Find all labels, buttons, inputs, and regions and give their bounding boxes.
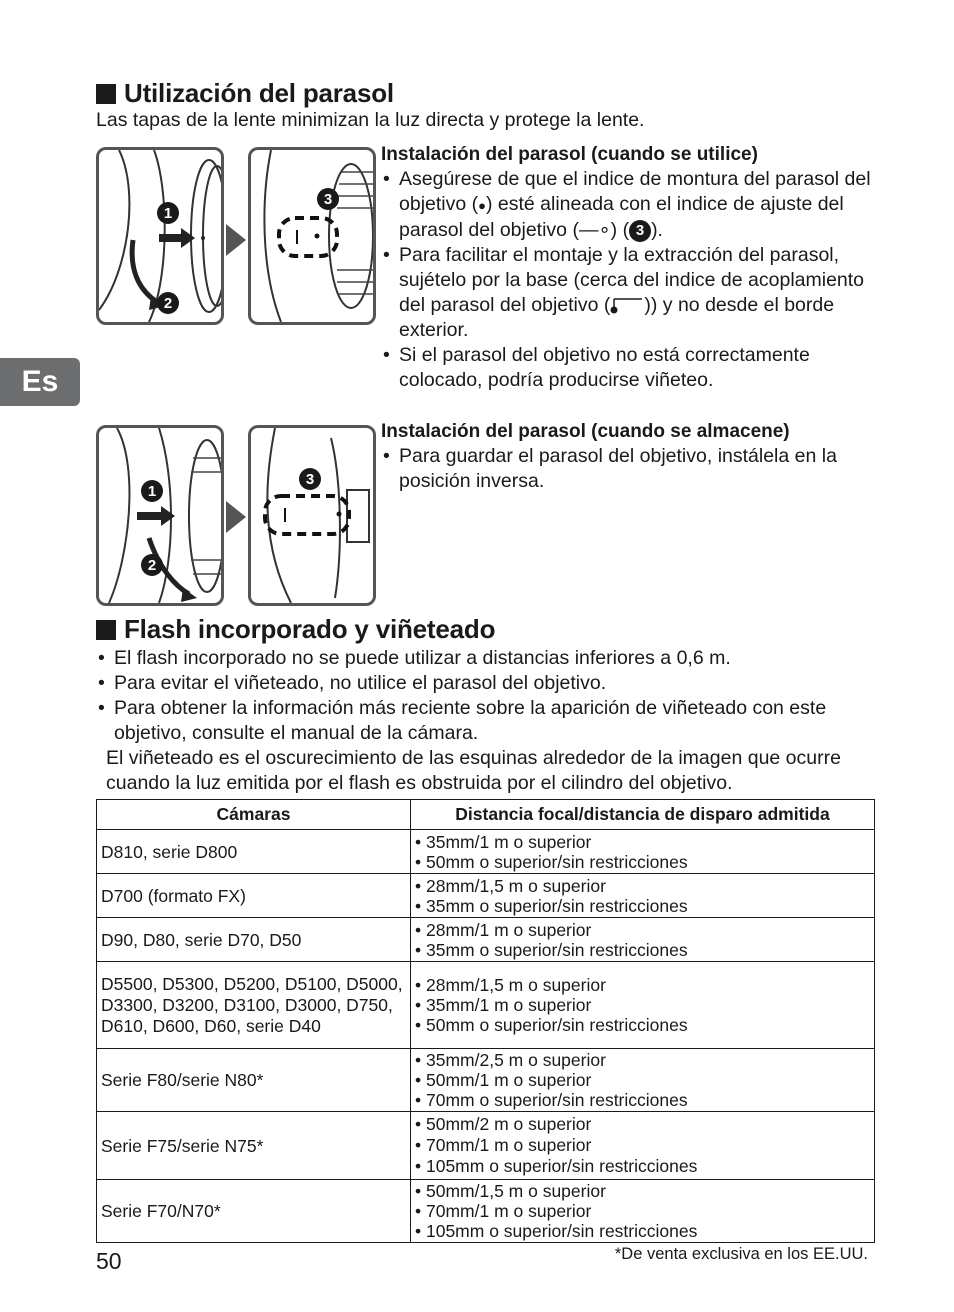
header-distance: Distancia focal/distancia de disparo admitida	[411, 800, 875, 830]
flash-bullet-3: • Para obtener la información más reciente sobre la aparición de viñeteado con este objetivo, consulte el manual de la cámara.	[96, 696, 856, 746]
section-square-icon	[96, 84, 116, 104]
hood-coupling-index-icon	[610, 296, 644, 314]
page-number: 50	[96, 1248, 122, 1274]
lens-hood-aligned-illustration	[251, 150, 373, 322]
camera-cell: D5500, D5300, D5200, D5100, D5000, D3300, D3200, D3100, D3000, D750, D610, D600, D60, serie D40	[97, 962, 411, 1049]
table-row	[97, 1180, 875, 1243]
use-bullet-2: • Para facilitar el montaje y la extracción del parasol, sujételo por la base (cerca del indice de acoplamiento del parasol del objetivo ( )) y no desde el borde exterior.	[381, 243, 871, 343]
table-header-row	[97, 800, 875, 830]
camera-cell: Serie F75/serie N75*	[97, 1112, 411, 1180]
section-intro: Las tapas de la lente minimizan la luz directa y protege la lente.	[96, 109, 645, 131]
reversed-hood-aligned-illustration	[251, 428, 373, 603]
section-title-lens-hood	[96, 78, 394, 109]
figure-hood-mount-step3	[248, 147, 376, 325]
step-badge-2-store: 2	[141, 554, 163, 576]
table-row	[97, 874, 875, 918]
footnote: *De venta exclusiva en los EE.UU.	[614, 1245, 868, 1263]
flash-bullet-2: • Para evitar el viñeteado, no utilice el parasol del objetivo.	[96, 671, 856, 696]
figure-hood-mount-step12	[96, 147, 224, 325]
section-title-text: Utilización del parasol	[124, 78, 394, 108]
camera-cell: D700 (formato FX)	[97, 874, 411, 918]
next-step-arrow-icon-store	[226, 501, 246, 533]
step-badge-1-store: 1	[141, 480, 163, 502]
lens-cell: • 50mm/1,5 m o superior • 70mm/1 m o superior • 105mm o superior/sin restricciones	[411, 1180, 875, 1243]
lens-cell: • 35mm/2,5 m o superior • 50mm/1 m o superior • 70mm o superior/sin restricciones	[411, 1049, 875, 1112]
camera-cell: Serie F80/serie N80*	[97, 1049, 411, 1112]
section-title-text-2: Flash incorporado y viñeteado	[124, 614, 496, 644]
section-square-icon-2	[96, 620, 116, 640]
section-title-flash	[96, 614, 495, 645]
vignetting-note: El viñeteado es el oscurecimiento de las esquinas alrededor de la imagen que ocurre cuando la luz emitida por el flash es obstruida por el cilindro del objetivo.	[106, 747, 841, 794]
subsection-store-title: Instalación del parasol (cuando se almacene)	[381, 421, 790, 442]
table-row	[97, 1112, 875, 1180]
step-badge-3: 3	[317, 188, 339, 210]
lens-cell: • 28mm/1,5 m o superior • 35mm/1 m o superior • 50mm o superior/sin restricciones	[411, 962, 875, 1049]
step-badge-3-store: 3	[299, 468, 321, 490]
subsection-use-bullets	[381, 167, 871, 393]
camera-cell: D810, serie D800	[97, 830, 411, 874]
subsection-store-bullets	[381, 444, 871, 494]
step-badge-1: 1	[157, 202, 179, 224]
lens-cell: • 28mm/1 m o superior • 35mm o superior/sin restricciones	[411, 918, 875, 962]
figure-hood-store-step3	[248, 425, 376, 606]
subsection-use	[381, 142, 871, 393]
camera-cell: Serie F70/N70*	[97, 1180, 411, 1243]
flash-bullets	[96, 646, 856, 746]
lens-cell: • 35mm/1 m o superior • 50mm o superior/sin restricciones	[411, 830, 875, 874]
camera-cell: D90, D80, serie D70, D50	[97, 918, 411, 962]
step-badge-2: 2	[157, 292, 179, 314]
lens-cell: • 28mm/1,5 m o superior • 35mm o superior/sin restricciones	[411, 874, 875, 918]
next-step-arrow-icon	[226, 224, 246, 256]
use-bullet-1: • Asegúrese de que el indice de montura del parasol del objetivo (●) esté alineada con el indice de ajuste del parasol del objetivo (—∘) ( 3 ).	[381, 167, 871, 243]
header-cameras: Cámaras	[97, 800, 411, 830]
reversed-hood-illustration	[99, 428, 221, 603]
subsection-store	[381, 419, 871, 494]
language-tab: Es	[0, 358, 80, 406]
table-row	[97, 962, 875, 1049]
figure-hood-store-step12	[96, 425, 224, 606]
lens-cell: • 50mm/2 m o superior • 70mm/1 m o superior • 105mm o superior/sin restricciones	[411, 1112, 875, 1180]
table-row	[97, 830, 875, 874]
flash-compatibility-table	[96, 799, 875, 1243]
flash-bullet-1: • El flash incorporado no se puede utilizar a distancias inferiores a 0,6 m.	[96, 646, 856, 671]
table-row	[97, 1049, 875, 1112]
subsection-use-title: Instalación del parasol (cuando se utilice)	[381, 144, 758, 165]
step-badge-3-inline: 3	[629, 220, 651, 242]
table-row	[97, 918, 875, 962]
store-bullet-1: • Para guardar el parasol del objetivo, instálela en la posición inversa.	[381, 444, 871, 494]
use-bullet-3: • Si el parasol del objetivo no está correctamente colocado, podría producirse viñeteo.	[381, 343, 871, 393]
